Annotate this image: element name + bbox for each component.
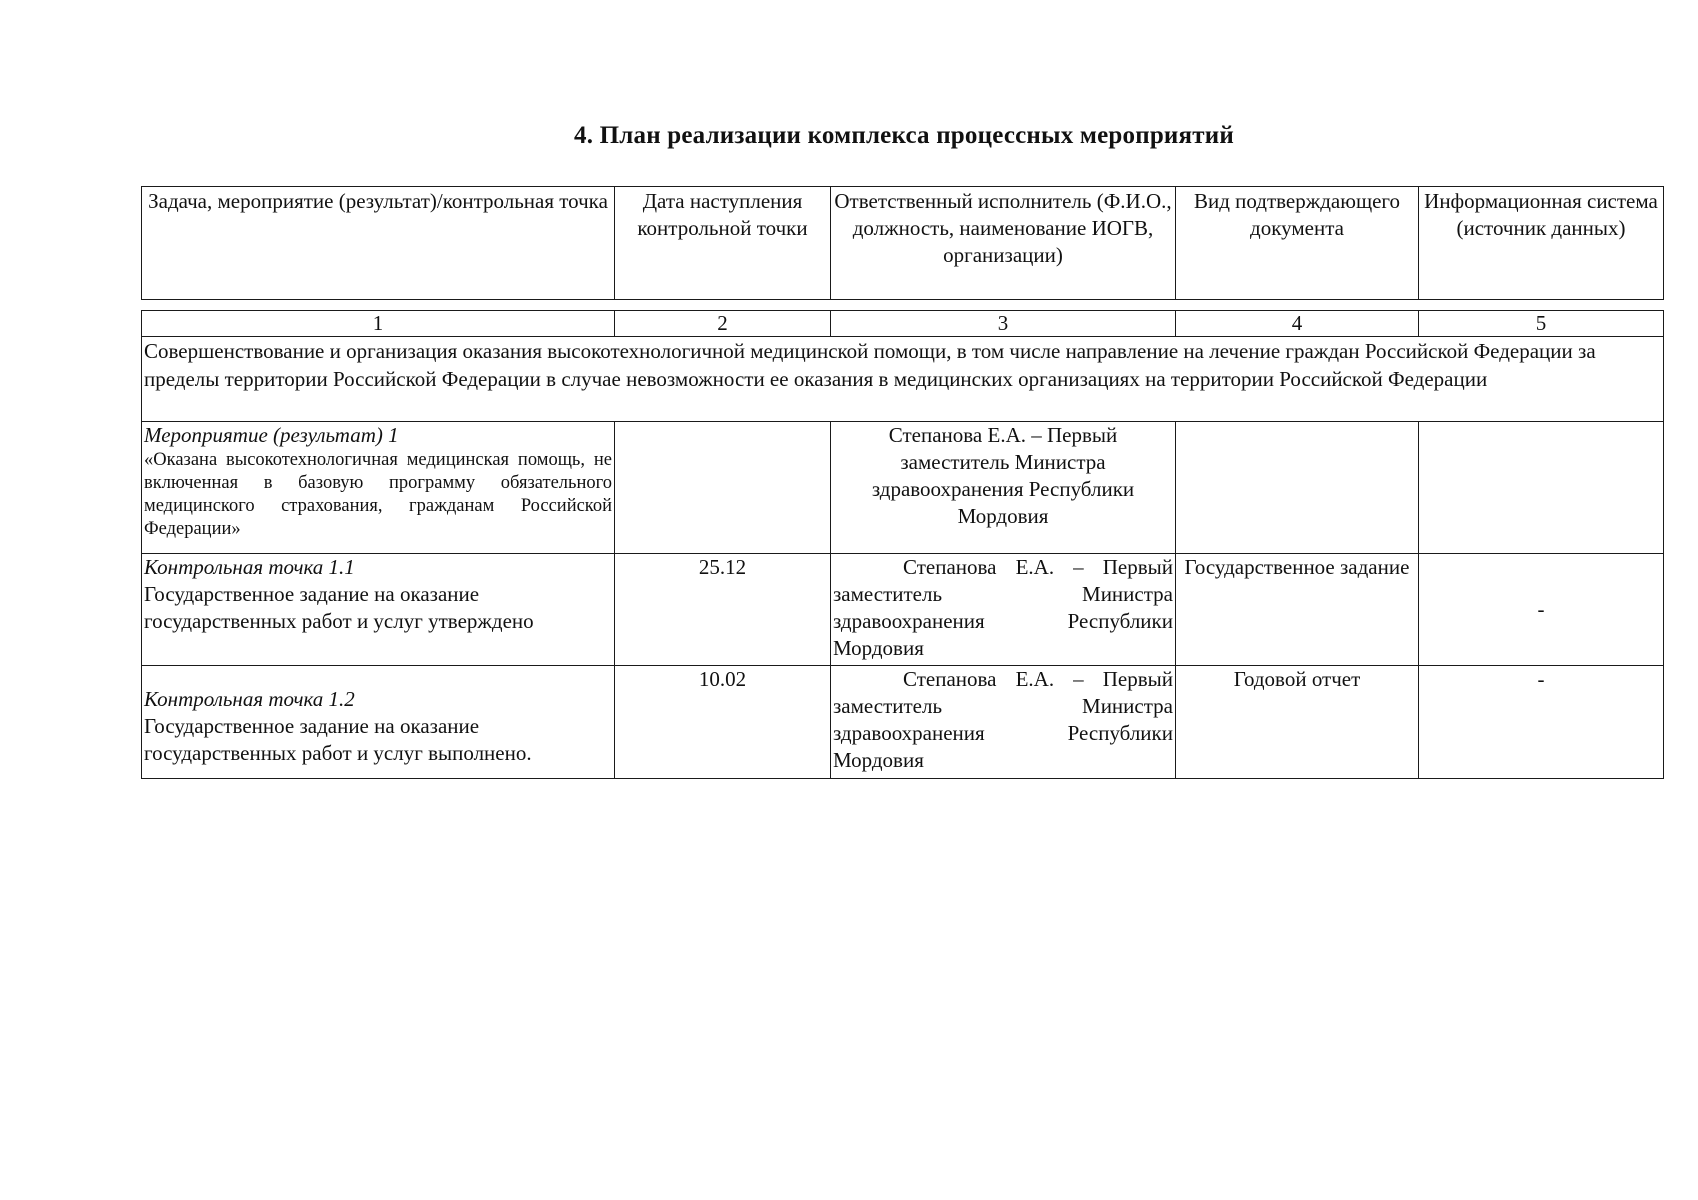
header-system-label: Информационная система (источник данных) [1424,189,1658,240]
section-text: Совершенствование и организация оказания высокотехнологичной медицинской помощи, в том числе направление на лечение граждан Российской Федерации за пределы территории Российской Федерации в случае невозможности ее оказания в медицинских организациях на территории Российской Федерации [144,339,1596,391]
document-title: 4. План реализации комплекса процессных мероприятий [574,122,1234,149]
column-number-2: 2 [615,311,831,337]
row-2-date: 25.12 [615,554,831,666]
column-number-3: 3 [831,311,1176,337]
header-responsible [831,187,1176,300]
section-cell [142,337,1664,422]
row-2-task [142,554,615,666]
row-3-document: Годовой отчет [1176,666,1419,779]
row-3-text: Государственное задание на оказание государственных работ и услуг выполнено. [144,714,532,765]
row-3-label: Контрольная точка 1.2 [144,687,355,711]
table-row [142,422,1664,554]
column-number-5: 5 [1419,311,1664,337]
row-2-text: Государственное задание на оказание государственных работ и услуг утверждено [144,582,534,633]
header-date [615,187,831,300]
table-row [142,666,1664,779]
header-task-label: Задача, мероприятие (результат)/контрольная точка [148,189,608,213]
header-table [141,186,1664,300]
row-2-system: - [1419,554,1664,666]
row-3-system: - [1419,666,1664,779]
row-3-task [142,666,615,779]
section-row [142,337,1664,422]
row-3-date: 10.02 [615,666,831,779]
header-system [1419,187,1664,300]
row-2-document: Государственное задание [1176,554,1419,666]
row-1-responsible: Степанова Е.А. – Первый заместитель Министра здравоохранения Республики Мордовия [831,422,1176,554]
row-1-task [142,422,615,554]
row-2-responsible: Степанова Е.А. – Первый заместитель Министра здравоохранения Республики Мордовия [831,554,1176,666]
row-1-text: «Оказана высокотехнологичная медицинская помощь, не включенная в базовую программу обязательного медицинского страхования, гражданам Российской Федерации» [144,450,612,539]
header-date-label: Дата наступления контрольной точки [637,189,808,240]
header-document [1176,187,1419,300]
header-row [142,187,1664,300]
row-2-label: Контрольная точка 1.1 [144,555,355,579]
plan-table [141,310,1664,779]
row-1-label: Мероприятие (результат) 1 [144,423,399,447]
row-3-responsible: Степанова Е.А. – Первый заместитель Министра здравоохранения Республики Мордовия [831,666,1176,779]
row-1-date [615,422,831,554]
row-1-document [1176,422,1419,554]
header-task [142,187,615,300]
table-row [142,554,1664,666]
column-number-row [142,311,1664,337]
header-document-label: Вид подтверждающего документа [1193,189,1401,240]
header-responsible-label: Ответственный исполнитель (Ф.И.О., должность, наименование ИОГВ, организации) [834,189,1172,267]
column-number-1: 1 [142,311,615,337]
column-number-4: 4 [1176,311,1419,337]
row-1-system [1419,422,1664,554]
